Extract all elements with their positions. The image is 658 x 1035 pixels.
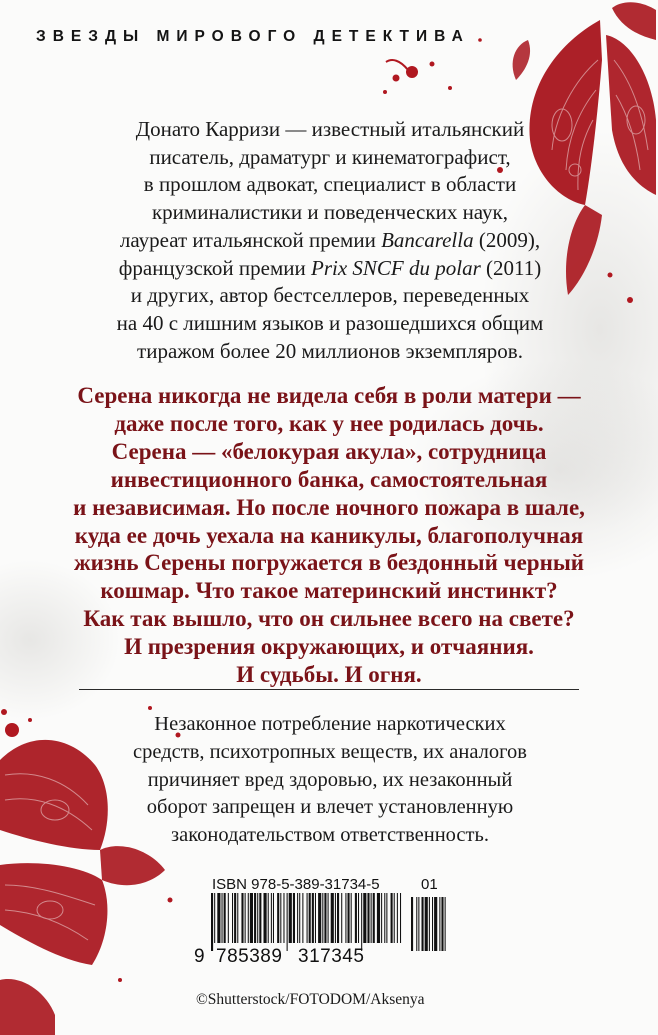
barcode-bar [277,893,279,943]
book-annotation [40,382,618,689]
barcode-bar [331,893,334,943]
bio-text: тиражом более 20 миллионов экземпляров. [137,338,523,363]
barcode-bar [318,893,321,943]
bio-line [60,171,600,199]
barcode-bar [381,893,382,943]
barcode-bar [222,893,223,943]
supplement-bar [416,897,417,951]
bio-text: писатель, драматург и кинематографист, [149,144,511,169]
barcode-bar [224,893,226,943]
barcode-bar [312,893,314,943]
bio-line [60,282,600,310]
supplement-bar [418,897,419,951]
barcode-bar [287,893,288,951]
supplement-bar [432,897,433,951]
warning-line: средств, психотропных веществ, их аналогов [133,740,527,763]
annotation-line: И презрения окружающих, и отчаяния. [124,634,534,660]
bio-line [60,227,600,255]
barcode-bar [259,893,261,943]
barcode-bar [384,893,385,943]
barcode-bar [363,893,366,943]
barcode-digits-group1: 785389 [216,946,283,967]
annotation-line: жизнь Серены погружается в бездонный черный [73,550,585,576]
barcode-bar [341,893,342,943]
bio-text: (2011) [480,255,542,280]
bio-line [60,144,600,172]
barcode-bar [299,893,300,943]
barcode-bar [234,893,236,943]
annotation-line: даже после того, как у нее родилась дочь. [114,410,544,436]
barcode-bar [400,893,401,943]
warning-line: причиняет вред здоровью, их незаконный [147,768,513,791]
barcode-bar [264,893,267,943]
series-title: ЗВЕЗДЫ МИРОВОГО ДЕТЕКТИВА [36,28,470,45]
bio-line [60,338,600,366]
supplement-bar [441,897,443,951]
barcode-bar [322,893,323,943]
barcode-bar [361,893,362,951]
supplement-bar [439,897,440,951]
barcode-bar [351,893,352,943]
bio-text: французской премии [118,255,311,280]
barcode-bar [367,893,369,943]
barcode-bar [214,893,215,943]
annotation-line: инвестиционного банка, самостоятельная [110,466,548,492]
bio-text: лауреат итальянской премии [119,227,382,252]
bio-line [60,310,600,338]
isbn-supplement: 01 [421,876,438,893]
supplement-bar [411,897,413,951]
barcode-bar [271,893,272,943]
warning-line: законодательством ответственность. [171,824,489,847]
bio-italic-text: Bancarella [381,227,474,252]
annotation-line: Как так вышло, что он сильнее всего на свете? [83,606,575,632]
supplement-bar [445,897,446,951]
barcode-bar [289,893,292,943]
supplement-bar [425,897,428,951]
barcode [211,893,447,951]
barcode-bar [324,893,326,943]
barcode-bar [348,893,350,943]
barcode-digits-group2: 317345 [298,946,365,967]
isbn-text: ISBN 978-5-389-31734-5 [212,876,380,893]
barcode-bar [228,893,229,943]
barcode-bar [328,893,329,943]
warning-line: Незаконное потребление наркотических [154,713,506,735]
barcode-bar [237,893,238,943]
divider-line [79,689,579,690]
bio-line [60,199,600,227]
barcode-bar [377,893,380,943]
barcode-bar [371,893,372,943]
barcode-bar [241,893,243,943]
supplement-bar [434,897,437,951]
barcode-bar [283,893,284,943]
barcode-bar [248,893,249,943]
barcode-bar [386,893,387,943]
annotation-line: куда ее дочь уехала на каникулы, благополучная [74,522,584,548]
bio-text: в прошлом адвокат, специалист в области [143,172,517,197]
barcode-bar [335,893,336,943]
bio-line [60,255,600,283]
annotation-line: И судьбы. И огня. [236,662,422,688]
barcode-bar [397,893,398,943]
barcode-bar [254,893,256,943]
isbn-label [212,876,452,893]
barcode-bar [257,893,258,943]
annotation-line: Серена — «белокурая акула», сотрудница [111,438,547,464]
barcode-digit-first: 9 [194,946,206,967]
legal-warning [80,711,580,850]
barcode-bar [268,893,269,943]
barcode-bar [297,893,298,943]
barcode-bar [245,893,246,943]
bio-text: на 40 с лишним языков и разошедшихся общим [116,310,544,335]
barcode-bar [345,893,346,943]
supplement-bar [422,897,424,951]
annotation-line: Серена никогда не видела себя в роли матери — [77,383,581,408]
bio-text: криминалистики и поведенческих наук, [151,200,509,225]
barcode-bar [293,893,295,943]
annotation-line: кошмар. Что такое материнский инстинкт? [100,578,558,604]
bio-text: Донато Карризи — известный итальянский [135,117,525,141]
barcode-bar [355,893,357,943]
barcode-bar [217,893,220,943]
barcode-bar [337,893,339,943]
warning-line: оборот запрещен и влечет установленную [146,796,514,819]
barcode-bar [373,893,375,943]
photo-credit: ©Shutterstock/FOTODOM/Aksenya [196,991,425,1008]
bio-line [60,116,600,144]
bio-italic-text: Prix SNCF du polar [311,255,481,280]
barcode-bar [232,893,233,943]
bio-text: и других, автор бестселлеров, переведенных [130,283,530,308]
author-bio [60,116,600,365]
barcode-bar [250,893,253,943]
barcode-bar [302,893,303,943]
annotation-line: и независимая. Но после ночного пожара в шале, [73,494,585,520]
bio-text: (2009), [473,227,541,252]
barcode-bar [315,893,316,943]
barcode-bar [280,893,281,943]
supplement-bar [429,897,430,951]
barcode-bar [307,893,308,943]
barcode-bar [273,893,274,943]
barcode-bar [309,893,311,943]
barcode-bar [394,893,395,943]
barcode-bar [211,893,213,951]
barcode-bar [358,893,359,943]
barcode-bar [391,893,393,943]
